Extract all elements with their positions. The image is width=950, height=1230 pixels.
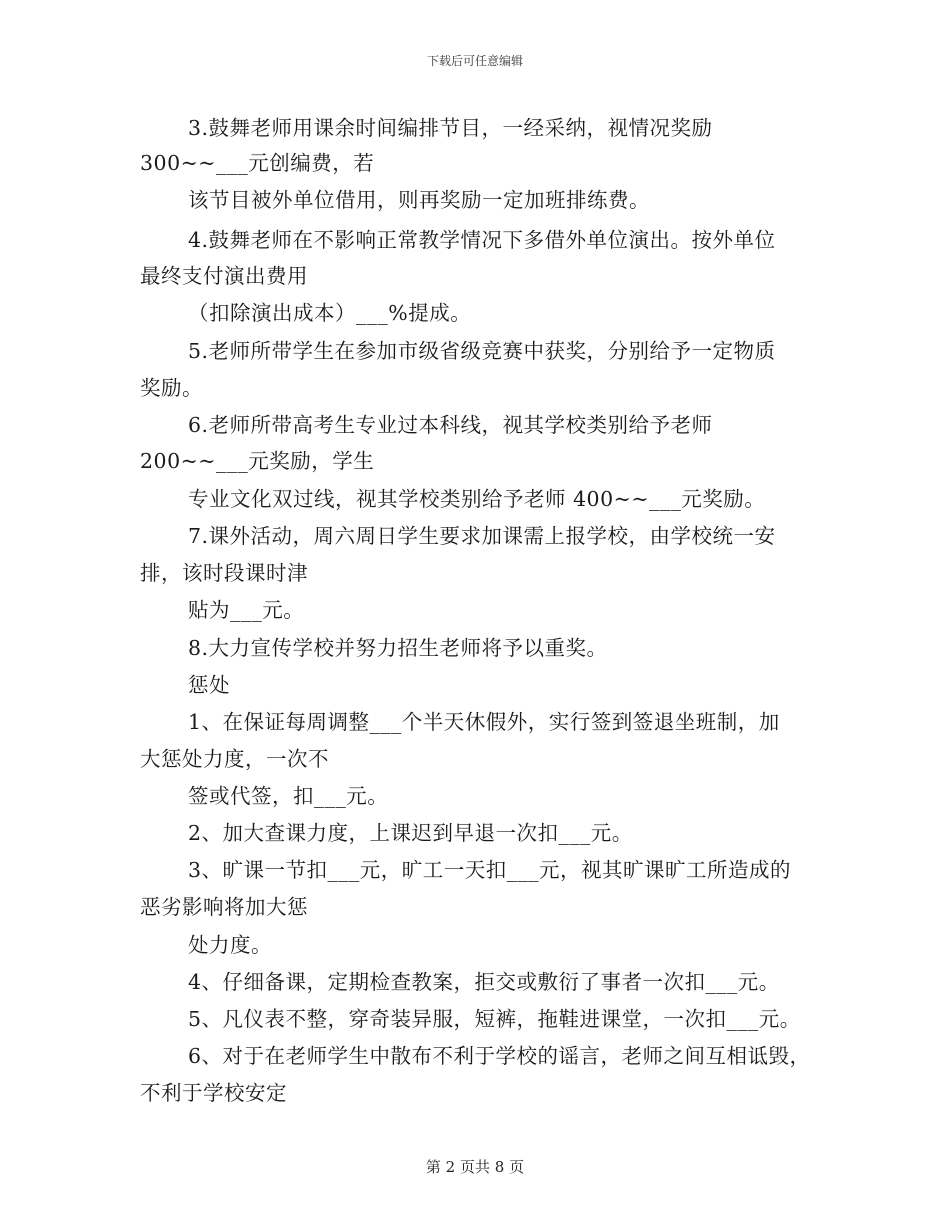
text-line: 3、旷课一节扣___元，旷工一天扣___元，视其旷课旷工所造成的	[188, 858, 792, 882]
text-line: 排，该时段课时津	[140, 561, 308, 585]
text-line: 7.课外活动，周六周日学生要求加课需上报学校，由学校统一安	[188, 524, 776, 548]
text-line: 该节目被外单位借用，则再奖励一定加班排练费。	[188, 188, 650, 212]
text-line: 4.鼓舞老师在不影响正常教学情况下多借外单位演出。按外单位	[188, 228, 776, 252]
text-line: 2、加大查课力度，上课迟到早退一次扣___元。	[188, 821, 633, 845]
text-line: 不利于学校安定	[140, 1081, 287, 1105]
section-heading: 惩处	[188, 673, 230, 697]
text-line: 8.大力宣传学校并努力招生老师将予以重奖。	[188, 636, 608, 660]
text-line: 最终支付演出费用	[140, 264, 308, 288]
page-footer: 第 2 页共 8 页	[425, 1158, 525, 1176]
text-line: 贴为___元。	[188, 598, 305, 622]
text-line: 1、在保证每周调整___个半天休假外，实行签到签退坐班制，加	[188, 710, 780, 734]
text-line: （扣除演出成本）___%提成。	[188, 301, 472, 325]
text-line: 恶劣影响将加大惩	[140, 895, 308, 919]
text-line: 4、仔细备课，定期检查教案，拒交或敷衍了事者一次扣___元。	[188, 970, 780, 994]
text-line: 300~~___元创编费，若	[140, 151, 375, 175]
text-line: 专业文化双过线，视其学校类别给予老师 400~~___元奖励。	[188, 487, 766, 511]
text-line: 签或代签，扣___元。	[188, 784, 389, 808]
text-line: 6.老师所带高考生专业过本科线，视其学校类别给予老师	[188, 413, 713, 437]
page-header: 下载后可任意编辑	[426, 54, 523, 68]
text-line: 5、凡仪表不整，穿奇装异服，短裤，拖鞋进课堂，一次扣___元。	[188, 1007, 801, 1031]
text-line: 5.老师所带学生在参加市级省级竞赛中获奖，分别给予一定物质	[188, 339, 776, 363]
text-line: 6、对于在老师学生中散布不利于学校的谣言，老师之间互相诋毁，	[188, 1044, 811, 1068]
text-line: 大惩处力度，一次不	[140, 747, 329, 771]
text-line: 3.鼓舞老师用课余时间编排节目，一经采纳，视情况奖励	[188, 116, 713, 140]
text-line: 奖励。	[140, 376, 203, 400]
text-line: 200~~___元奖励，学生	[140, 449, 375, 473]
text-line: 处力度。	[188, 933, 272, 957]
